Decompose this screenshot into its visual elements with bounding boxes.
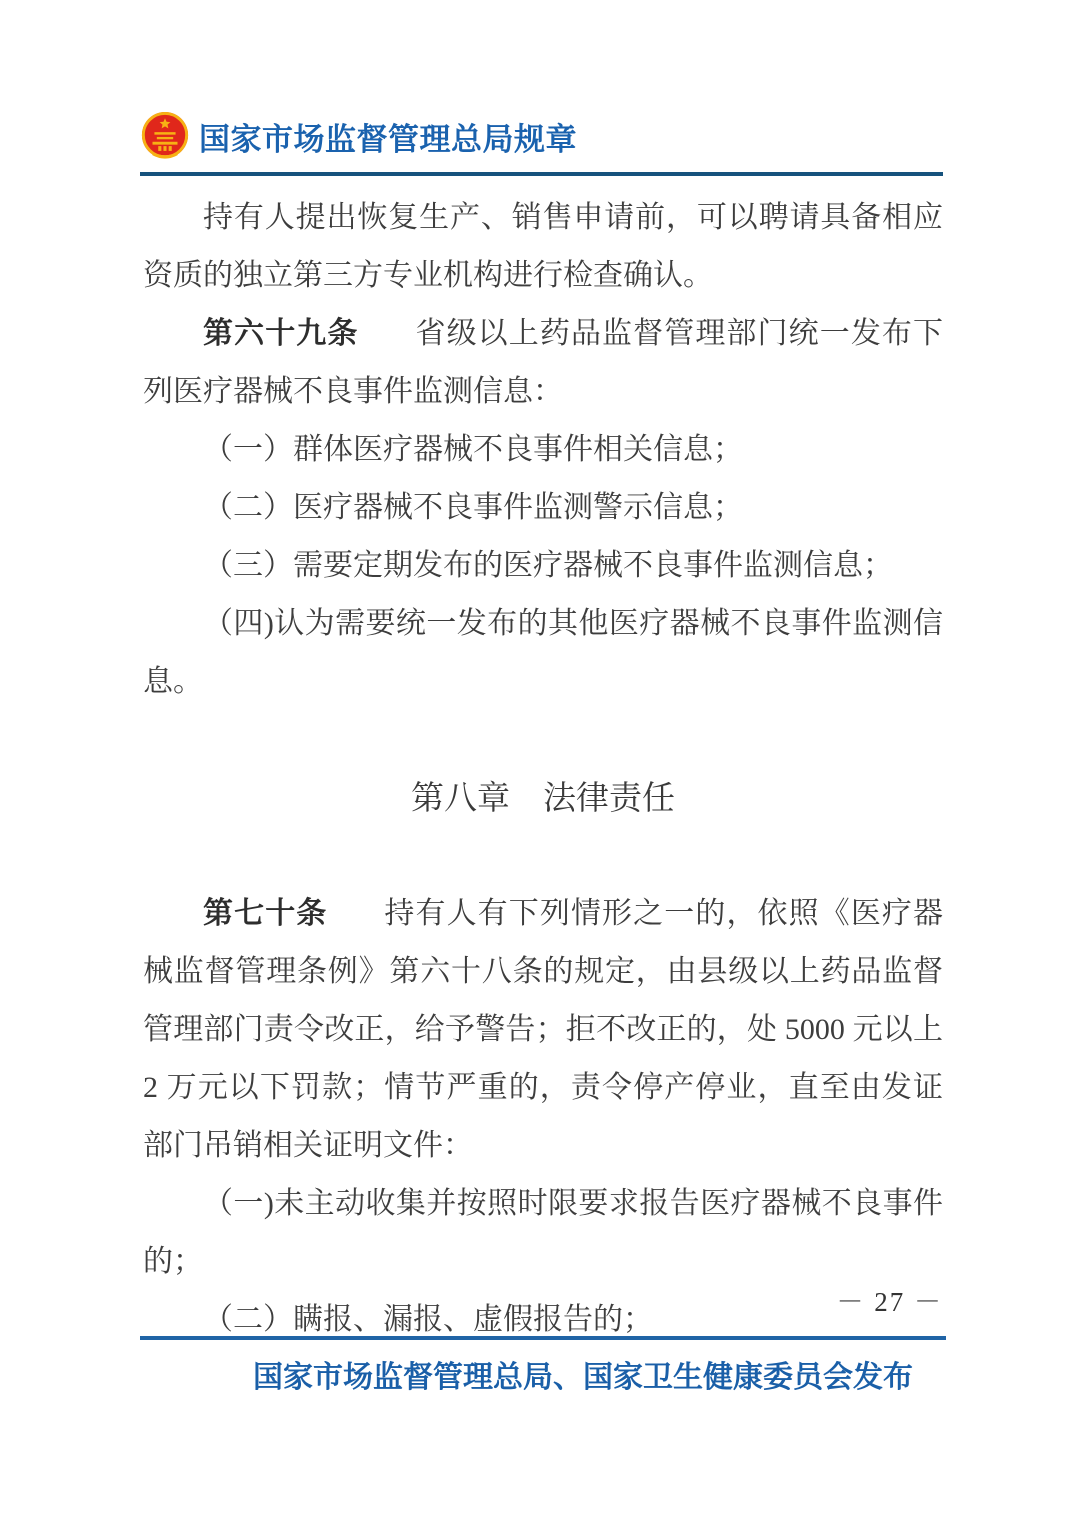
- list-item-text: （四)认为需要统一发布的其他医疗器械不良事件监测信息。: [143, 607, 943, 698]
- list-item: [143, 1175, 943, 1291]
- list-item-text: （二）医疗器械不良事件监测警示信息；: [203, 491, 743, 524]
- blank-line: [143, 711, 943, 769]
- paragraph-text: 省级以上药品监督管理部门统一发布下列医疗器械不良事件监测信息：: [143, 317, 944, 408]
- paragraph-text: 持有人提出恢复生产、销售申请前，可以聘请具备相应资质的独立第三方专业机构进行检查确认。: [143, 201, 943, 292]
- document-type-title: 国家市场监督管理总局规章: [199, 121, 577, 157]
- document-body: [143, 189, 943, 1349]
- list-item: [143, 537, 943, 595]
- list-item-text: （二）瞒报、漏报、虚假报告的；: [203, 1303, 653, 1336]
- list-item-text: （一)未主动收集并按照时限要求报告医疗器械不良事件的；: [143, 1187, 943, 1278]
- footer-divider: [140, 1336, 946, 1340]
- body-paragraph: [143, 885, 943, 1175]
- page-header: [140, 108, 943, 164]
- page-number: － 27 －: [836, 1287, 943, 1317]
- list-item: [143, 595, 943, 711]
- list-item: [143, 421, 943, 479]
- body-paragraph: [143, 189, 943, 305]
- national-emblem-icon: [140, 108, 190, 164]
- blank-line: [143, 827, 943, 885]
- list-item-text: （三）需要定期发布的医疗器械不良事件监测信息；: [203, 549, 893, 582]
- publisher-line: 国家市场监督管理总局、国家卫生健康委员会发布: [253, 1361, 913, 1394]
- header-divider: [140, 172, 943, 176]
- list-item: [143, 479, 943, 537]
- body-paragraph: [143, 305, 943, 421]
- article-number: 第六十九条: [203, 317, 359, 350]
- list-item-text: （一）群体医疗器械不良事件相关信息；: [203, 433, 743, 466]
- chapter-heading: 第八章 法律责任: [411, 779, 675, 816]
- article-number: 第七十条: [203, 897, 328, 930]
- paragraph-text: 持有人有下列情形之一的，依照《医疗器械监督管理条例》第六十八条的规定，由县级以上药品监督管理部门责令改正，给予警告；拒不改正的，处 5000 元以上 2 万元以下罚款；情节严重的，责令停产停业，直至由发证部门吊销相关证明文件：: [143, 897, 944, 1162]
